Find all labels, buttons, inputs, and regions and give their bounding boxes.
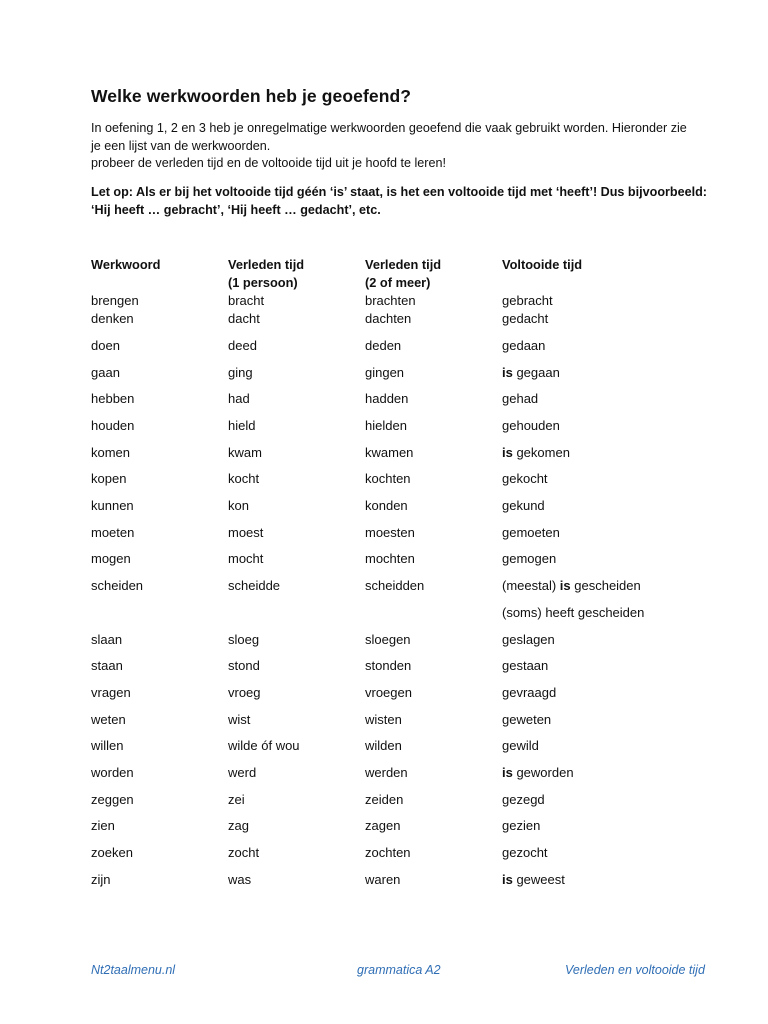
intro-paragraph xyxy=(91,120,721,173)
table-cell-verb: hebben xyxy=(91,391,135,406)
table-cell-past-single: scheidde xyxy=(228,578,281,593)
header-verleden-tijd-single xyxy=(228,256,304,292)
table-cell-verb: vragen xyxy=(91,685,131,700)
table-cell-perfect xyxy=(502,632,555,648)
table-cell-past-single: vroeg xyxy=(228,685,261,700)
header-line: (1 persoon) xyxy=(228,275,298,290)
perfect-participle: geweten xyxy=(502,712,552,727)
table-cell-perfect xyxy=(502,792,545,808)
table-cell-past-single: zei xyxy=(228,792,245,807)
table-cell-past-plural: scheidden xyxy=(365,578,425,593)
perfect-participle: gebracht xyxy=(502,293,553,308)
table-cell-perfect xyxy=(502,872,565,888)
perfect-participle: gezegd xyxy=(502,792,545,807)
table-cell-perfect xyxy=(502,293,553,309)
auxiliary-is: is xyxy=(502,365,513,380)
table-cell-perfect xyxy=(502,738,539,754)
table-cell-past-plural: dachten xyxy=(365,311,412,326)
table-cell-past-single: dacht xyxy=(228,311,260,326)
table-cell-verb: kopen xyxy=(91,471,127,486)
table-cell-past-plural: kochten xyxy=(365,471,411,486)
table-cell-verb: mogen xyxy=(91,551,131,566)
table-cell-past-single: werd xyxy=(228,765,257,780)
perfect-participle: gekund xyxy=(502,498,545,513)
table-cell-perfect xyxy=(502,338,545,354)
perfect-participle: gezien xyxy=(502,818,541,833)
table-cell-past-plural: brachten xyxy=(365,293,416,308)
perfect-participle: gegaan xyxy=(512,365,560,380)
perfect-participle: gekocht xyxy=(502,471,548,486)
table-cell-verb: weten xyxy=(91,712,126,727)
perfect-prefix: (meestal) xyxy=(502,578,560,593)
table-cell-verb: worden xyxy=(91,765,134,780)
header-verleden-tijd-plural xyxy=(365,256,441,292)
table-cell-past-plural: zeiden xyxy=(365,792,404,807)
perfect-participle: gekomen xyxy=(512,445,570,460)
table-cell-perfect xyxy=(502,391,538,407)
table-cell-perfect xyxy=(502,418,560,434)
intro-line: In oefening 1, 2 en 3 heb je onregelmatige werkwoorden geoefend die vaak gebruikt worden. Hieronder zie xyxy=(91,121,687,135)
perfect-participle: geworden xyxy=(512,765,574,780)
auxiliary-is: is xyxy=(502,445,513,460)
perfect-participle: gevraagd xyxy=(502,685,557,700)
table-cell-past-single: hield xyxy=(228,418,256,433)
perfect-participle: gescheiden xyxy=(570,578,641,593)
table-cell-past-plural: deden xyxy=(365,338,402,353)
table-cell-past-single: zag xyxy=(228,818,249,833)
table-cell-perfect xyxy=(502,658,548,674)
perfect-participle: geweest xyxy=(512,872,565,887)
table-cell-past-single: had xyxy=(228,391,250,406)
perfect-participle: gedaan xyxy=(502,338,546,353)
header-voltooide-tijd xyxy=(502,256,582,274)
table-cell-past-single: moest xyxy=(228,525,264,540)
table-cell-past-plural: gingen xyxy=(365,365,405,380)
table-cell-verb: zeggen xyxy=(91,792,134,807)
table-cell-verb: zien xyxy=(91,818,115,833)
perfect-participle: gemogen xyxy=(502,551,557,566)
table-cell-verb: gaan xyxy=(91,365,120,380)
perfect-participle: gestaan xyxy=(502,658,549,673)
table-cell-past-plural: mochten xyxy=(365,551,415,566)
table-cell-past-single: stond xyxy=(228,658,260,673)
table-cell-past-single: kon xyxy=(228,498,249,513)
intro-line: je een lijst van de werkwoorden. xyxy=(91,138,271,153)
table-cell-perfect xyxy=(502,311,548,327)
table-cell-verb: komen xyxy=(91,445,131,460)
table-cell-perfect xyxy=(502,498,545,514)
perfect-participle: geslagen xyxy=(502,632,555,647)
auxiliary-is: is xyxy=(502,765,513,780)
auxiliary-is: is xyxy=(502,872,513,887)
table-cell-past-plural: zagen xyxy=(365,818,401,833)
table-cell-past-single: deed xyxy=(228,338,257,353)
table-cell-verb: moeten xyxy=(91,525,135,540)
perfect-participle: gehad xyxy=(502,391,539,406)
table-cell-perfect xyxy=(502,445,570,461)
header-werkwoord xyxy=(91,256,160,274)
table-cell-past-single: wist xyxy=(228,712,251,727)
perfect-participle: gewild xyxy=(502,738,539,753)
perfect-participle: gehouden xyxy=(502,418,560,433)
header-line: Verleden tijd xyxy=(365,257,442,272)
table-cell-perfect xyxy=(502,578,641,594)
table-cell-past-plural: stonden xyxy=(365,658,412,673)
table-cell-verb: doen xyxy=(91,338,120,353)
header-line: (2 of meer) xyxy=(365,275,431,290)
footer-topic: grammatica A2 xyxy=(357,963,441,977)
table-cell-perfect xyxy=(502,605,644,621)
table-cell-verb: scheiden xyxy=(91,578,144,593)
table-cell-past-plural: hadden xyxy=(365,391,409,406)
table-cell-past-single: mocht xyxy=(228,551,264,566)
table-cell-perfect xyxy=(502,551,556,567)
header-line: Verleden tijd xyxy=(228,257,305,272)
table-cell-verb: houden xyxy=(91,418,135,433)
table-cell-verb: willen xyxy=(91,738,124,753)
header-line: Voltooide tijd xyxy=(502,257,583,272)
table-cell-past-single: sloeg xyxy=(228,632,260,647)
table-cell-past-plural: hielden xyxy=(365,418,407,433)
table-cell-verb: slaan xyxy=(91,632,123,647)
page-title: Welke werkwoorden heb je geoefend? xyxy=(91,86,412,106)
table-cell-perfect xyxy=(502,818,540,834)
footer-subject: Verleden en voltooide tijd xyxy=(565,963,705,977)
table-cell-verb: kunnen xyxy=(91,498,134,513)
intro-line: probeer de verleden tijd en de voltooide tijd uit je hoofd te leren! xyxy=(91,156,446,170)
table-cell-past-single: zocht xyxy=(228,845,260,860)
note-paragraph xyxy=(91,183,721,219)
table-cell-perfect xyxy=(502,845,548,861)
table-cell-past-plural: kwamen xyxy=(365,445,414,460)
table-cell-past-plural: konden xyxy=(365,498,408,513)
table-cell-perfect xyxy=(502,685,556,701)
table-cell-verb: staan xyxy=(91,658,123,673)
note-line: Let op: Als er bij het voltooide tijd géén ‘is’ staat, is het een voltooide tijd met ‘heeft’! Dus bijvoorbeeld: xyxy=(91,185,708,199)
footer-site[interactable]: Nt2taalmenu.nl xyxy=(91,963,176,977)
table-cell-perfect xyxy=(502,525,560,541)
header-line: Werkwoord xyxy=(91,257,161,272)
table-cell-past-plural: sloegen xyxy=(365,632,411,647)
table-cell-past-plural: wilden xyxy=(365,738,402,753)
table-cell-perfect xyxy=(502,712,551,728)
auxiliary-is: is xyxy=(559,578,571,593)
table-cell-past-plural: vroegen xyxy=(365,685,412,700)
table-cell-past-single: ging xyxy=(228,365,253,380)
table-cell-past-plural: moesten xyxy=(365,525,415,540)
note-line: ‘Hij heeft … gebracht’, ‘Hij heeft … gedacht’, etc. xyxy=(91,203,381,217)
table-cell-past-single: wilde óf wou xyxy=(228,738,300,753)
table-cell-past-plural: wisten xyxy=(365,712,402,727)
table-cell-verb: zoeken xyxy=(91,845,133,860)
table-cell-past-plural: zochten xyxy=(365,845,411,860)
table-cell-perfect xyxy=(502,471,548,487)
table-cell-verb: denken xyxy=(91,311,134,326)
perfect-participle: (soms) heeft gescheiden xyxy=(502,605,645,620)
table-cell-verb: brengen xyxy=(91,293,139,308)
perfect-participle: gemoeten xyxy=(502,525,560,540)
table-cell-past-plural: waren xyxy=(365,872,401,887)
table-cell-past-plural: werden xyxy=(365,765,408,780)
table-cell-past-single: kocht xyxy=(228,471,260,486)
table-cell-perfect xyxy=(502,365,560,381)
table-cell-past-single: bracht xyxy=(228,293,265,308)
table-cell-perfect xyxy=(502,765,574,781)
table-cell-verb: zijn xyxy=(91,872,111,887)
perfect-participle: gedacht xyxy=(502,311,549,326)
table-cell-past-single: kwam xyxy=(228,445,262,460)
perfect-participle: gezocht xyxy=(502,845,548,860)
table-cell-past-single: was xyxy=(228,872,252,887)
